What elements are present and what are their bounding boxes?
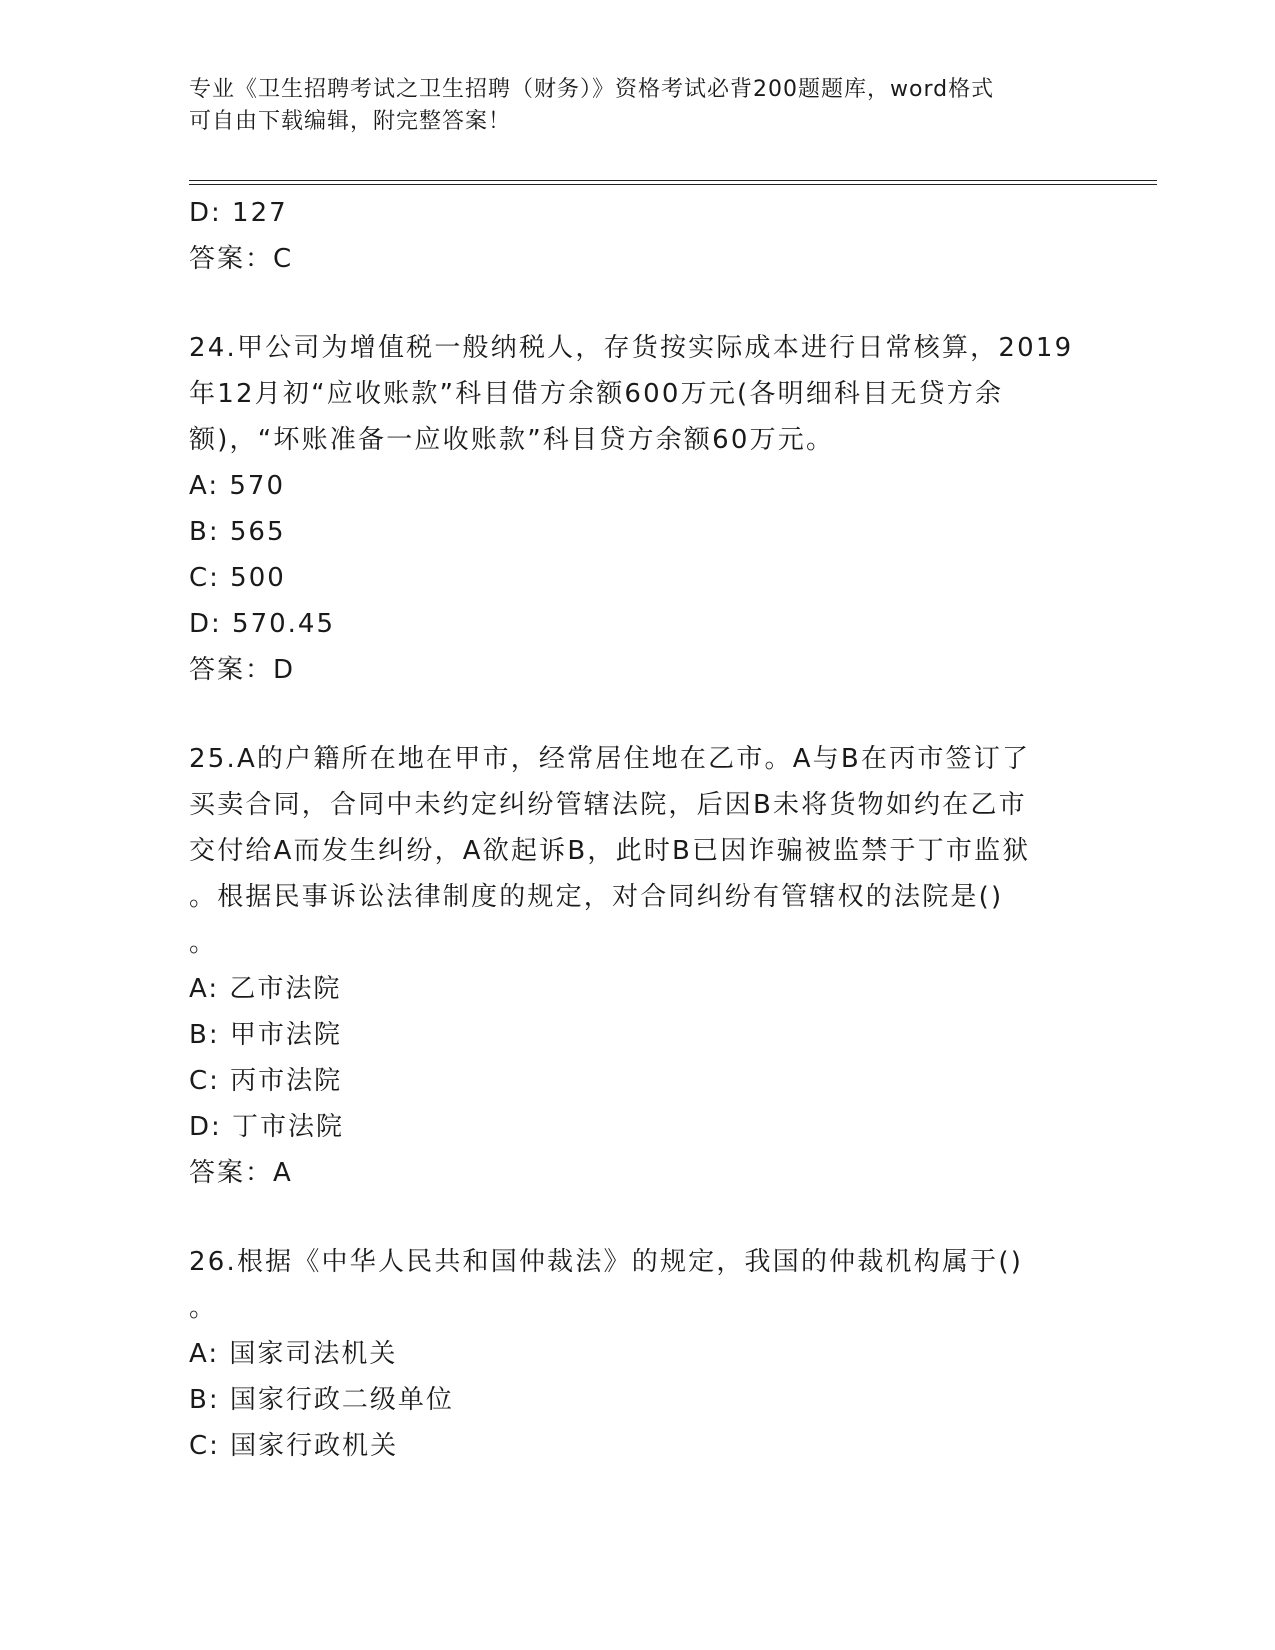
option-a: A: 乙市法院 <box>189 974 342 1004</box>
stem-line: 年12月初“应收账款”科目借方余额600万元(各明细科目无贷方余 <box>189 379 1004 409</box>
header-line-1: 专业《卫生招聘考试之卫生招聘（财务）》资格考试必背200题题库，word格式 <box>189 77 995 102</box>
header-line-2: 可自由下载编辑，附完整答案！ <box>189 109 512 134</box>
option-b: B: 565 <box>189 517 286 547</box>
stem-line: 26.根据《中华人民共和国仲裁法》的规定，我国的仲裁机构属于() <box>189 1247 1024 1277</box>
question-stem <box>189 1239 1089 1331</box>
option-c: C: 国家行政机关 <box>189 1431 399 1461</box>
stem-line: 。根据民事诉讼法律制度的规定，对合同纠纷有管辖权的法院是() <box>189 882 1004 912</box>
stem-line: 24.甲公司为增值税一般纳税人，存货按实际成本进行日常核算，2019 <box>189 333 1074 363</box>
answer-line: 答案：D <box>189 655 296 685</box>
option-d: D: 127 <box>189 198 288 228</box>
header-divider-bottom <box>189 184 1157 185</box>
answer-line: 答案：A <box>189 1158 293 1188</box>
question-stem <box>189 325 1089 463</box>
option-a: A: 570 <box>189 471 285 501</box>
option-c: C: 500 <box>189 563 286 593</box>
document-header <box>189 74 1069 138</box>
option-c: C: 丙市法院 <box>189 1066 343 1096</box>
option-d: D: 丁市法院 <box>189 1112 345 1142</box>
stem-line: 买卖合同，合同中未约定纠纷管辖法院，后因B未将货物如约在乙市 <box>189 790 1027 820</box>
stem-line: 。 <box>189 928 218 958</box>
header-divider-top <box>189 180 1157 181</box>
question-24 <box>189 325 1089 693</box>
spacer <box>189 693 1089 736</box>
question-list <box>189 190 1089 1469</box>
stem-line: 。 <box>189 1293 218 1323</box>
stem-line: 交付给A而发生纠纷，A欲起诉B，此时B已因诈骗被监禁于丁市监狱 <box>189 836 1031 866</box>
question-25 <box>189 736 1089 1196</box>
option-a: A: 国家司法机关 <box>189 1339 398 1369</box>
question-26 <box>189 1239 1089 1469</box>
option-b: B: 国家行政二级单位 <box>189 1385 454 1415</box>
question-23-tail <box>189 190 1089 282</box>
spacer <box>189 1196 1089 1239</box>
stem-line: 25.A的户籍所在地在甲市，经常居住地在乙市。A与B在丙市签订了 <box>189 744 1031 774</box>
option-d: D: 570.45 <box>189 609 336 639</box>
option-b: B: 甲市法院 <box>189 1020 342 1050</box>
stem-line: 额)，“坏账准备一应收账款”科目贷方余额60万元。 <box>189 425 835 455</box>
spacer <box>189 282 1089 325</box>
question-stem <box>189 736 1089 966</box>
answer-line: 答案：C <box>189 244 294 274</box>
